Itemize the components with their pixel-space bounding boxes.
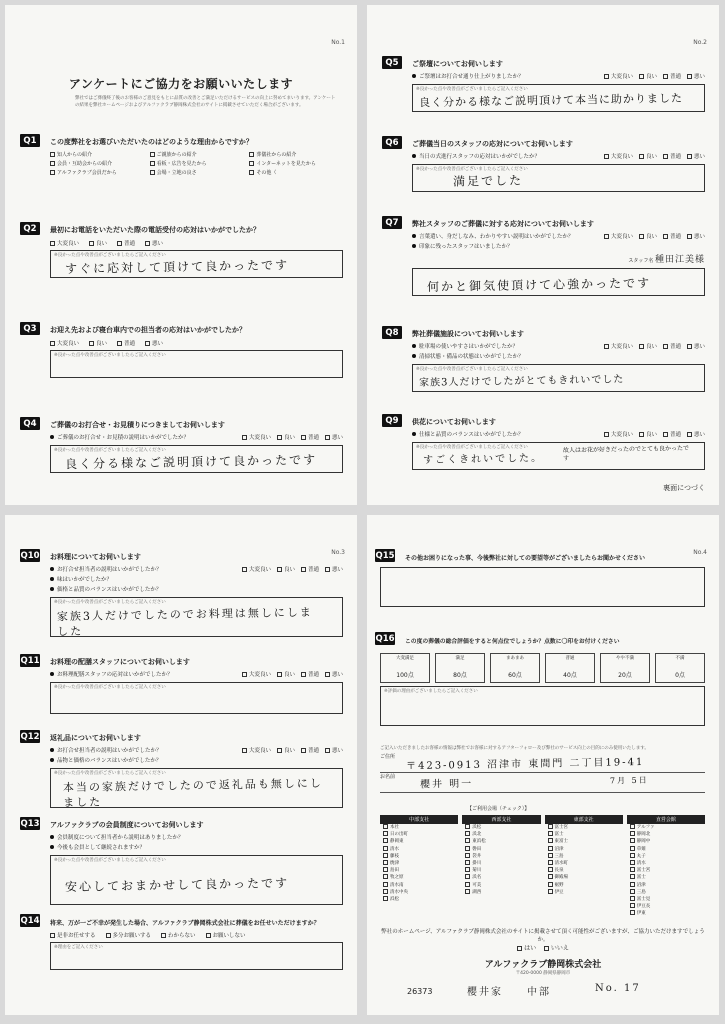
- handwritten-answer: 満足でした: [452, 173, 524, 189]
- question-title: 弊社葬儀施設についてお伺いします: [412, 330, 524, 338]
- option-checkbox[interactable]: 悪い: [687, 72, 705, 80]
- venue-checkbox[interactable]: 清水: [380, 846, 458, 853]
- sub-question: 清掃状態・備品の状態はいかがでしたか？: [419, 354, 524, 360]
- question-number: Q8: [382, 326, 402, 339]
- score-option[interactable]: やや不満 20点: [600, 653, 650, 683]
- venue-checkbox[interactable]: 静岡北: [627, 831, 705, 838]
- comment-label: ※良かった点や改善点がございましたらご記入ください: [416, 87, 528, 92]
- comment-box[interactable]: [412, 164, 705, 192]
- handwritten-answer: 本当の家族だけでしたので返礼品も無しにしました: [62, 776, 323, 810]
- venue-checkbox[interactable]: 沼津: [545, 846, 623, 853]
- question-title: この度の葬儀の総合評価をすると何点位でしょうか？点数に〇印をお付けください: [405, 638, 620, 645]
- venue-checkbox[interactable]: 清水南: [380, 882, 458, 889]
- option-checkbox[interactable]: 悪い: [145, 239, 163, 247]
- option-checkbox[interactable]: 会場・立地の良さ: [150, 169, 244, 176]
- option-checkbox[interactable]: 大変良い: [242, 670, 271, 678]
- question-number: Q10: [20, 550, 40, 561]
- sub-question: 会員制度について担当者から説明はありましたか？: [57, 835, 184, 841]
- venue-checkbox[interactable]: 浜松: [462, 824, 540, 831]
- publish-question: 弊社のホームページ、アルファクラブ静岡株式会社のサイトに掲載させて頂く可能性がございますが、ご協力いただけますでしょうか。: [381, 929, 705, 943]
- venue-checkbox[interactable]: 清水: [627, 860, 705, 867]
- score-option[interactable]: 満足 80点: [435, 653, 485, 683]
- option-checkbox[interactable]: 大変良い: [242, 746, 271, 754]
- question-number: Q5: [382, 56, 402, 69]
- option-checkbox[interactable]: 普通: [301, 746, 319, 754]
- venue-checkbox[interactable]: 富士宮: [627, 867, 705, 874]
- venue-checkbox[interactable]: 袋井: [462, 853, 540, 860]
- sub-question: 品物と価格のバランスはいかがでしたか？: [57, 758, 162, 764]
- question-title: 最初にお電話をいただいた際の電話受付の応対はいかがでしたか？: [50, 226, 260, 234]
- venue-column: [627, 815, 705, 918]
- venue-checkbox[interactable]: 御殿場: [545, 874, 623, 881]
- venue-checkbox[interactable]: 富士: [545, 831, 623, 838]
- sub-question: 言葉遣い、身だしなみ、わかりやすい説明はいかがでしたか？: [419, 234, 574, 240]
- score-option[interactable]: 不満 0点: [655, 653, 705, 683]
- question-q15: [375, 550, 705, 607]
- option-checkbox[interactable]: アルファクラブ会員だから: [50, 169, 144, 176]
- score-option[interactable]: 普通 40点: [545, 653, 595, 683]
- option-checkbox[interactable]: 悪い: [325, 670, 343, 678]
- comment-box[interactable]: [380, 686, 705, 726]
- venue-checkbox[interactable]: 長泉: [545, 867, 623, 874]
- area-name: 中部: [527, 987, 551, 998]
- option-checkbox[interactable]: 普通: [663, 232, 681, 240]
- question-title: ご葬儀のお打合せ・お見積りにつきましてお伺いします: [50, 421, 225, 429]
- option-checkbox[interactable]: 大変良い: [604, 342, 633, 350]
- comment-label: ※良かった点や改善点がございましたらご記入ください: [416, 167, 528, 172]
- venue-checkbox[interactable]: 富士見: [627, 896, 705, 903]
- option-checkbox[interactable]: 看板・広告を見たから: [150, 160, 244, 167]
- question-q1: [23, 135, 343, 176]
- handwritten-answer: 良く分る様なご説明頂けて良かったです: [64, 452, 318, 472]
- name-field[interactable]: お名前 櫻井 明一 7月 5日: [380, 773, 705, 793]
- comment-label: ※良かった点や改善点がございましたらご記入ください: [54, 448, 166, 453]
- sheet-number: No. 17: [595, 983, 641, 994]
- venue-checkbox[interactable]: 牧之原: [380, 874, 458, 881]
- option-checkbox[interactable]: 大変良い: [50, 339, 79, 347]
- venue-checkbox[interactable]: 伊豆: [545, 889, 623, 896]
- handwritten-answer: すごくきれいでした。: [422, 452, 544, 467]
- question-number: Q12: [20, 731, 40, 742]
- sub-question: お打合せ担当者の説明はいかがでしたか？: [57, 748, 162, 754]
- option-checkbox[interactable]: 良い: [277, 746, 295, 754]
- venue-checkbox[interactable]: 清水中央: [380, 889, 458, 896]
- option-checkbox[interactable]: 悪い: [687, 232, 705, 240]
- survey-page-4: [367, 515, 719, 1015]
- question-q5: [385, 57, 705, 112]
- venue-column-head: 中部支社: [380, 815, 458, 824]
- venue-checkbox[interactable]: 東富士: [545, 838, 623, 845]
- question-q16: [375, 633, 705, 726]
- venue-checkbox[interactable]: 丸子: [627, 853, 705, 860]
- comment-box[interactable]: [50, 942, 343, 970]
- venue-checkbox[interactable]: 可美: [462, 882, 540, 889]
- intro-text: 弊社ではご葬儀終了後のお客様のご意見をもとに品質の改善とご満足いただけるサービスの向上に努めてまいります。アンケートの結果を弊社ホームページおよびアルファクラブ静岡株式会社のサイトに掲載させていただく場合がございます。: [75, 96, 336, 108]
- venue-column-head: 直営会館: [627, 815, 705, 824]
- continued-note: 裏面につづく: [663, 484, 705, 492]
- page-number: No.3: [331, 549, 345, 556]
- option-checkbox[interactable]: 悪い: [325, 565, 343, 573]
- page-title: アンケートにご協力をお願いいたします: [68, 77, 294, 91]
- handwritten-answer: 家族3人だけでしたがとてもきれいでした: [418, 374, 625, 389]
- sub-question: お料理配膳スタッフの応対はいかがでしたか？: [57, 672, 173, 678]
- question-title: この度弊社をお選びいただいたのはどのような理由からですか？: [50, 138, 253, 146]
- venue-column: [545, 815, 623, 918]
- option-checkbox[interactable]: 知人からの紹介: [50, 151, 144, 158]
- sub-question: 当日の式進行スタッフの応対はいかがでしたか？: [419, 154, 541, 160]
- sub-question: 味はいかがでしたか？: [57, 577, 113, 583]
- venue-checkbox[interactable]: 伊東: [627, 910, 705, 917]
- question-number: Q14: [20, 915, 40, 926]
- venue-checkbox[interactable]: 三島: [545, 853, 623, 860]
- form-number: 26373: [407, 987, 433, 996]
- venue-checkbox[interactable]: 磐田: [462, 846, 540, 853]
- publish-yes[interactable]: はい: [517, 945, 536, 952]
- comment-label: ※評価の理由がございましたらご記入ください: [384, 689, 478, 694]
- venue-checkbox[interactable]: 富士宮: [545, 824, 623, 831]
- question-title: ご祭壇についてお伺いします: [412, 60, 503, 68]
- option-checkbox[interactable]: 多分お願いする: [106, 931, 152, 939]
- comment-box[interactable]: [50, 855, 343, 905]
- venue-checkbox[interactable]: 静岡東: [380, 838, 458, 845]
- page-number: No.4: [693, 549, 707, 556]
- venue-table-title: 【ご利用会場（チェック）】: [467, 806, 530, 812]
- option-checkbox[interactable]: 良い: [639, 152, 657, 160]
- option-checkbox[interactable]: 良い: [277, 565, 295, 573]
- comment-label: ※良かった点や改善点がございましたらご記入ください: [416, 445, 528, 450]
- option-checkbox[interactable]: 良い: [277, 433, 295, 441]
- option-checkbox[interactable]: 悪い: [145, 339, 163, 347]
- question-title: その他お困りになった事、今後弊社に対しての要望等がございましたらお聞かせください: [405, 554, 646, 562]
- option-checkbox[interactable]: 大変良い: [604, 430, 633, 438]
- privacy-note: ご記入いただきましたお客様の情報は弊社でお客様に対するアフターフォロー及び弊社のサービス向上の目的にのみ使用いたします。: [380, 746, 649, 751]
- option-checkbox[interactable]: 普通: [663, 72, 681, 80]
- comment-box[interactable]: [412, 84, 705, 112]
- customer-info: [380, 745, 705, 793]
- question-q13: [20, 818, 343, 905]
- venue-checkbox[interactable]: 島田: [380, 867, 458, 874]
- option-checkbox[interactable]: 会員・互助会からの紹介: [50, 160, 144, 167]
- venue-checkbox[interactable]: 浜北: [462, 831, 540, 838]
- question-number: Q7: [382, 216, 402, 229]
- comment-label: ※理由をご記入ください: [54, 945, 103, 950]
- option-checkbox[interactable]: 普通: [301, 433, 319, 441]
- option-checkbox[interactable]: 大変良い: [604, 72, 633, 80]
- question-q6: [385, 137, 705, 192]
- option-checkbox[interactable]: 悪い: [325, 746, 343, 754]
- comment-box[interactable]: [50, 768, 343, 808]
- venue-column: [380, 815, 458, 918]
- survey-page-1: [5, 5, 357, 505]
- page-number: No.2: [693, 39, 707, 46]
- option-checkbox[interactable]: 普通: [663, 342, 681, 350]
- comment-box[interactable]: [50, 597, 343, 637]
- sub-question: お打合せ担当者の説明はいかがでしたか？: [57, 567, 162, 573]
- comment-box[interactable]: [50, 682, 343, 714]
- company-address: 〒420-0000 静岡県静岡市: [515, 971, 571, 976]
- comment-box[interactable]: [412, 442, 705, 470]
- question-q12: [20, 731, 343, 810]
- question-number: Q3: [20, 322, 40, 335]
- venue-column: [462, 815, 540, 918]
- question-q2: [23, 223, 343, 278]
- survey-page-3: [5, 515, 357, 1015]
- venue-checkbox[interactable]: 三島: [627, 889, 705, 896]
- venue-checkbox[interactable]: 清水町: [545, 860, 623, 867]
- staff-name-field[interactable]: スタッフ名 種田江美様: [628, 255, 705, 265]
- question-title: 返礼品についてお伺いします: [50, 734, 141, 742]
- venue-column-head: 東部支社: [545, 815, 623, 824]
- question-number: Q2: [20, 222, 40, 235]
- question-number: Q13: [20, 818, 40, 829]
- comment-label: ※良かった点や改善点がございましたらご記入ください: [416, 367, 528, 372]
- publish-no[interactable]: いいえ: [544, 945, 569, 952]
- survey-page-2: [367, 5, 719, 505]
- option-checkbox[interactable]: わからない: [161, 931, 196, 939]
- option-checkbox[interactable]: 良い: [639, 430, 657, 438]
- venue-checkbox[interactable]: 浜名: [462, 874, 540, 881]
- venue-checkbox[interactable]: 日の出町: [380, 831, 458, 838]
- sub-question: ご祭壇はお打合せ通り仕上がりましたか？: [419, 74, 524, 80]
- sub-question: 印象に残ったスタッフはいましたか？: [419, 244, 513, 250]
- question-title: お迎え先および寝台車内での担当者の応対はいかがでしたか？: [50, 326, 246, 334]
- option-checkbox[interactable]: 良い: [89, 339, 107, 347]
- option-checkbox[interactable]: 普通: [117, 239, 135, 247]
- question-title: 供花についてお伺いします: [412, 418, 496, 426]
- option-checkbox[interactable]: 普通: [663, 152, 681, 160]
- handwritten-answer: 良く分かる様なご説明頂けて本当に助かりました: [418, 91, 684, 110]
- comment-box[interactable]: [412, 364, 705, 392]
- handwritten-answer-2: 故人はお花が好きだったのでとても良かったです: [562, 444, 689, 463]
- score-option[interactable]: まあまあ 60点: [490, 653, 540, 683]
- option-checkbox[interactable]: 悪い: [687, 152, 705, 160]
- score-option[interactable]: 大変満足 100点: [380, 653, 430, 683]
- question-q9: [385, 415, 705, 470]
- question-number: Q4: [20, 417, 40, 430]
- question-title: 将来、万が一ご不幸が発生した場合、アルファクラブ静岡株式会社に葬儀をお任せいただけますか？: [50, 919, 320, 927]
- option-checkbox[interactable]: 普通: [301, 565, 319, 573]
- question-q7: [385, 217, 705, 296]
- comment-box[interactable]: [50, 250, 343, 278]
- option-checkbox[interactable]: 良い: [639, 342, 657, 350]
- option-checkbox[interactable]: お願いしない: [206, 931, 246, 939]
- venue-checkbox[interactable]: アルファ: [627, 824, 705, 831]
- venue-checkbox[interactable]: 東浜松: [462, 838, 540, 845]
- sub-question: 今後も会員として継続されますか？: [57, 845, 146, 851]
- venue-checkbox[interactable]: 伊豆長: [627, 903, 705, 910]
- venue-checkbox[interactable]: 藤枝: [380, 853, 458, 860]
- question-q11: [20, 655, 343, 714]
- family-name: 櫻井家: [467, 987, 503, 998]
- option-checkbox[interactable]: ご親族からの紹介: [150, 151, 244, 158]
- venue-checkbox[interactable]: 草薙: [627, 846, 705, 853]
- question-q10: [20, 550, 343, 639]
- comment-label: ※良かった点や改善点がございましたらご記入ください: [54, 353, 166, 358]
- option-checkbox[interactable]: 普通: [117, 339, 135, 347]
- question-q14: [20, 915, 343, 970]
- question-title: お料理の配膳スタッフについてお伺いします: [50, 658, 190, 666]
- comment-label: ※良かった点や改善点がございましたらご記入ください: [54, 771, 166, 776]
- question-q8: [385, 327, 705, 392]
- option-checkbox[interactable]: 悪い: [687, 430, 705, 438]
- venue-checkbox[interactable]: 湖西: [462, 889, 540, 896]
- sub-question: ご葬儀のお打合せ・お見積の説明はいかがでしたか？: [57, 435, 190, 441]
- venue-column-head: 西部支社: [462, 815, 540, 824]
- handwritten-answer: 安心しておまかせして良かったです: [64, 876, 290, 894]
- sub-question: 仕様と品質のバランスはいかがでしたか？: [419, 432, 524, 438]
- venue-checkbox[interactable]: 裾野: [545, 882, 623, 889]
- handwritten-answer: 何かと御気使頂けて心強かったです: [426, 276, 652, 294]
- venue-checkbox[interactable]: 富士: [627, 874, 705, 881]
- sub-question: 価格と品質のバランスはいかがでしたか？: [57, 587, 162, 593]
- venue-checkbox[interactable]: 焼津: [380, 860, 458, 867]
- option-checkbox[interactable]: 良い: [89, 239, 107, 247]
- comment-box[interactable]: [412, 268, 705, 296]
- option-checkbox[interactable]: 良い: [639, 232, 657, 240]
- question-number: Q15: [375, 550, 395, 561]
- venue-checkbox[interactable]: 静岡中: [627, 838, 705, 845]
- option-checkbox[interactable]: 普通: [301, 670, 319, 678]
- option-checkbox[interactable]: インターネットを見たから: [249, 160, 343, 167]
- question-title: アルファクラブの会員制度についてお伺いします: [50, 821, 204, 829]
- question-q3: [23, 323, 343, 378]
- comment-label: ※良かった点や改善点がございましたらご記入ください: [54, 858, 166, 863]
- comment-label: ※良かった点や改善点がございましたらご記入ください: [54, 600, 166, 605]
- sub-question: 駐車場の使いやすさはいかがでしたか？: [419, 344, 519, 350]
- option-checkbox[interactable]: 良い: [277, 670, 295, 678]
- handwritten-answer: すぐに応対して頂けて良かったです: [64, 258, 290, 276]
- question-title: お料理についてお伺いします: [50, 553, 141, 561]
- publish-options: [367, 943, 719, 952]
- venue-table: [380, 815, 705, 918]
- venue-checkbox[interactable]: 本社: [380, 824, 458, 831]
- comment-box[interactable]: [50, 350, 343, 378]
- option-checkbox[interactable]: 大変良い: [604, 152, 633, 160]
- comment-box[interactable]: [380, 567, 705, 607]
- question-number: Q9: [382, 414, 402, 427]
- option-checkbox[interactable]: 悪い: [687, 342, 705, 350]
- venue-checkbox[interactable]: 菊川: [462, 867, 540, 874]
- company-name: アルファクラブ静岡株式会社: [484, 960, 602, 970]
- option-checkbox[interactable]: 大変良い: [242, 565, 271, 573]
- option-checkbox[interactable]: 悪い: [325, 433, 343, 441]
- question-q4: [23, 418, 343, 473]
- question-number: Q11: [20, 655, 40, 666]
- question-number: Q16: [375, 633, 395, 644]
- address-field[interactable]: ご住所 〒423-0913 沼津市 東間門 二丁目19-41: [380, 753, 705, 773]
- option-checkbox[interactable]: 普通: [663, 430, 681, 438]
- option-checkbox[interactable]: 是非お任せする: [50, 931, 96, 939]
- comment-label: ※良かった点や改善点がございましたらご記入ください: [54, 253, 166, 258]
- venue-checkbox[interactable]: 沼津: [627, 882, 705, 889]
- question-title: ご葬儀当日のスタッフの応対についてお伺いします: [412, 140, 573, 148]
- handwritten-answer: 家族3人だけでしたのでお料理は無しにしました: [56, 605, 313, 639]
- page-number: No.1: [331, 39, 345, 46]
- question-number: Q6: [382, 136, 402, 149]
- option-checkbox[interactable]: 良い: [639, 72, 657, 80]
- comment-label: ※良かった点や改善点がございましたらご記入ください: [54, 685, 166, 690]
- question-title: 弊社スタッフのご葬儀に対する応対についてお伺いします: [412, 220, 594, 228]
- question-number: Q1: [20, 134, 40, 147]
- venue-checkbox[interactable]: 掛川: [462, 860, 540, 867]
- comment-box[interactable]: [50, 445, 343, 473]
- option-checkbox[interactable]: その他（: [249, 169, 343, 176]
- option-checkbox[interactable]: 葬儀社からの紹介: [249, 151, 343, 158]
- venue-checkbox[interactable]: 浜松: [380, 896, 458, 903]
- option-checkbox[interactable]: 大変良い: [50, 239, 79, 247]
- option-checkbox[interactable]: 大変良い: [604, 232, 633, 240]
- option-checkbox[interactable]: 大変良い: [242, 433, 271, 441]
